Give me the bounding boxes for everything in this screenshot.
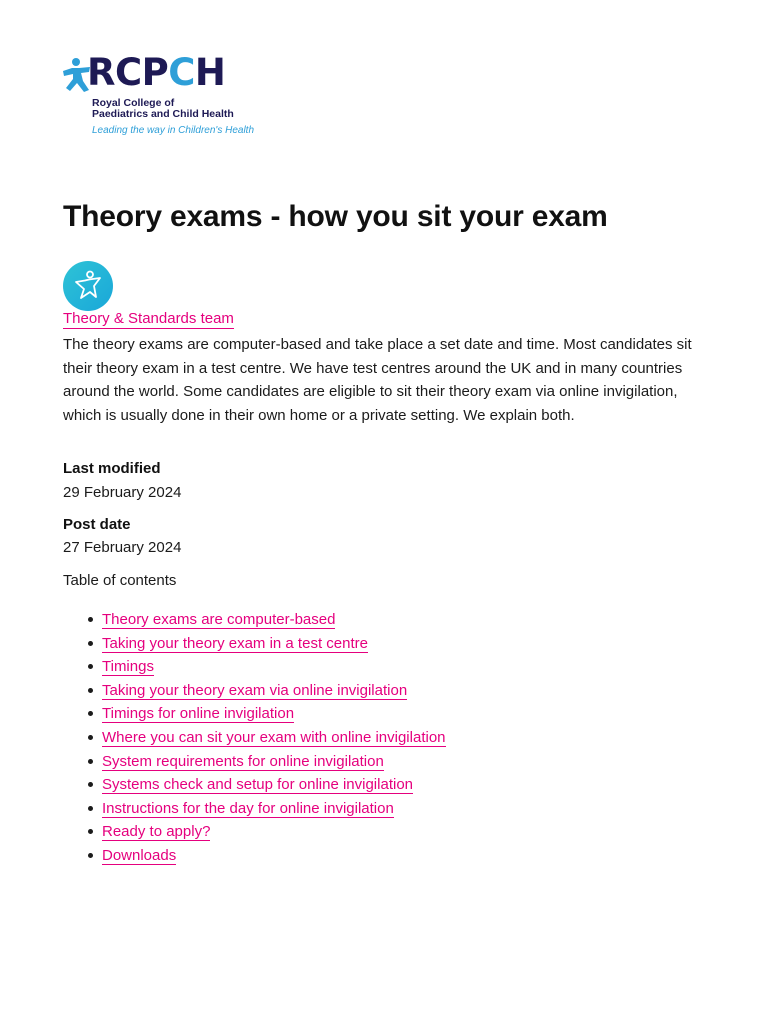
- toc-link-computer-based[interactable]: Theory exams are computer-based: [102, 611, 336, 628]
- toc-item: [102, 727, 446, 751]
- toc-item: [102, 774, 446, 798]
- toc-link-system-requirements[interactable]: System requirements for online invigilation: [102, 752, 384, 770]
- last-modified-value: 29 February 2024: [63, 484, 182, 501]
- toc-link-online-invigilation[interactable]: Taking your theory exam via online invigilation: [102, 681, 408, 699]
- toc-item: [102, 703, 446, 727]
- toc-heading: Table of contents: [63, 572, 177, 589]
- toc-link-test-centre[interactable]: Taking your theory exam in a test centre: [102, 634, 368, 652]
- toc-item: [102, 633, 446, 657]
- rcpch-logo[interactable]: [63, 51, 263, 142]
- toc-item: [102, 845, 446, 869]
- table-of-contents: [63, 609, 446, 869]
- toc-item: [102, 798, 446, 822]
- toc-link-downloads[interactable]: Downloads: [102, 846, 177, 864]
- post-date-label: Post date: [63, 516, 131, 533]
- toc-item: [102, 609, 446, 633]
- toc-link-systems-check[interactable]: Systems check and setup for online invigilation: [102, 776, 414, 794]
- toc-item: [102, 656, 446, 680]
- logo-tagline: Leading the way in Children's Health: [92, 125, 255, 136]
- toc-item: [102, 680, 446, 704]
- team-link[interactable]: Theory & Standards team: [63, 310, 234, 327]
- last-modified-label: Last modified: [63, 460, 161, 477]
- toc-item: [102, 821, 446, 845]
- logo-wordmark: RCPCH: [87, 51, 226, 94]
- page-title: Theory exams - how you sit your exam: [63, 200, 608, 233]
- toc-item: [102, 751, 446, 775]
- toc-link-instructions[interactable]: Instructions for the day for online invigilation: [102, 799, 394, 817]
- toc-link-timings[interactable]: Timings: [102, 658, 154, 676]
- team-avatar-icon[interactable]: [63, 261, 113, 311]
- toc-link-ready-to-apply[interactable]: Ready to apply?: [102, 823, 211, 841]
- post-date-value: 27 February 2024: [63, 539, 182, 556]
- toc-link-where-to-sit[interactable]: Where you can sit your exam with online invigilation: [102, 728, 446, 746]
- toc-link-online-timings[interactable]: Timings for online invigilation: [102, 705, 295, 723]
- star-child-icon: [63, 261, 113, 311]
- intro-paragraph: The theory exams are computer-based and take place a set date and time. Most candidates sit their theory exam in a test centre. We have test centres around the UK and in many countries around the world. Some candidates are eligible to sit their theory exam via online invigilation, which is usually done in their own home or a private setting. We explain both.: [63, 336, 692, 424]
- logo-org-name: Royal College of Paediatrics and Child Health: [92, 97, 234, 120]
